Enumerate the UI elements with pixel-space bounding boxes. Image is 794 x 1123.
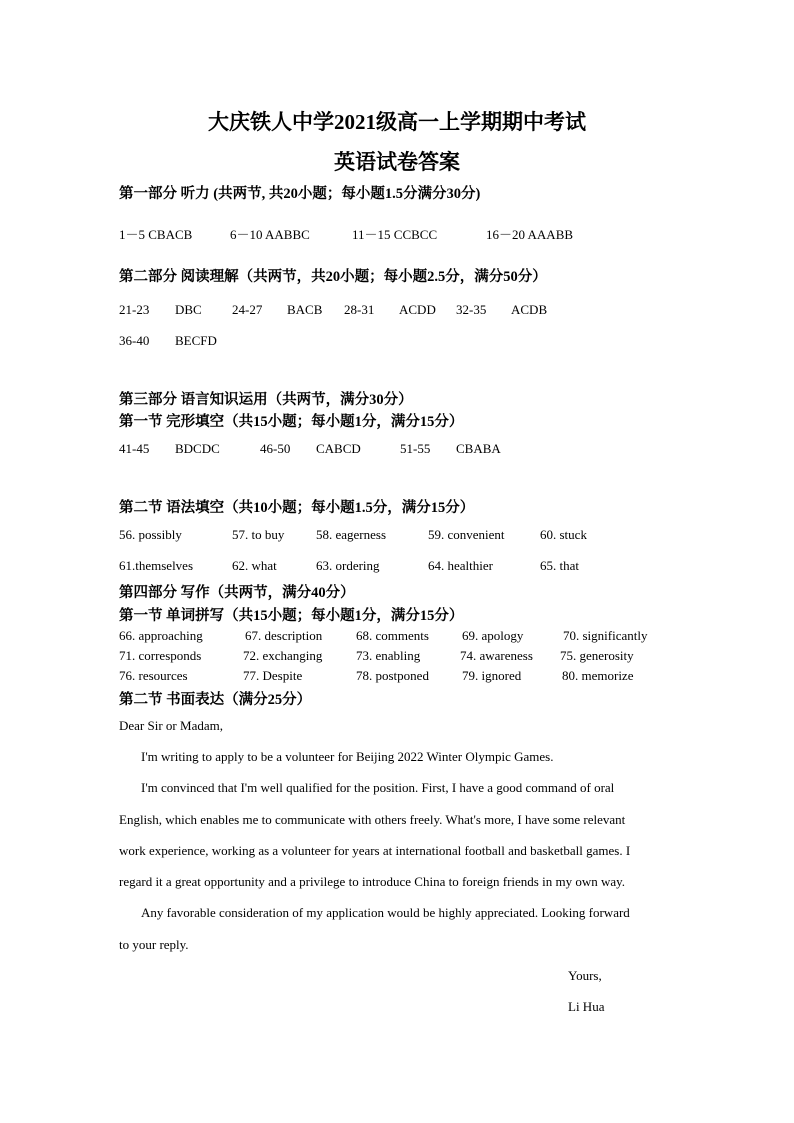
answer-11-15: 11－15 CCBCC xyxy=(352,227,438,242)
part4-heading: 第四部分 写作（共两节，满分40分） xyxy=(119,585,355,601)
part3-sec2-heading: 第二节 语法填空（共10小题；每小题1.5分，满分15分） xyxy=(119,500,475,516)
answer-73: 73. enabling xyxy=(356,648,421,663)
letter-line: Any favorable consideration of my application would be highly appreciated. Looking forward xyxy=(141,905,630,920)
answer-21-23: DBC xyxy=(175,302,202,317)
answer-32-35: ACDB xyxy=(511,302,548,317)
answer-64: 64. healthier xyxy=(428,558,493,573)
answer-62: 62. what xyxy=(232,558,277,573)
letter-closing: Yours, xyxy=(568,968,602,983)
answer-24-27: BACB xyxy=(287,302,323,317)
answer-65: 65. that xyxy=(540,558,579,573)
letter-line: I'm convinced that I'm well qualified for the position. First, I have a good command of oral xyxy=(141,780,615,795)
answer-36-40: BECFD xyxy=(175,333,217,348)
answer-60: 60. stuck xyxy=(540,527,587,542)
letter-line: English, which enables me to communicate with others freely. What's more, I have some relevant xyxy=(119,812,626,827)
part4-sec1-heading: 第一节 单词拼写（共15小题；每小题1分，满分15分） xyxy=(119,608,464,624)
answer-28-31: ACDD xyxy=(399,302,436,317)
answer-79: 79. ignored xyxy=(462,668,522,683)
answer-58: 58. eagerness xyxy=(316,527,387,542)
letter-signature: Li Hua xyxy=(568,999,605,1014)
range-36-40: 36-40 xyxy=(119,333,150,348)
answer-51-55: CBABA xyxy=(456,441,501,456)
answer-76: 76. resources xyxy=(119,668,188,683)
letter-line: work experience, working as a volunteer for years at international football and basketball games. I xyxy=(119,843,631,858)
answer-80: 80. memorize xyxy=(562,668,634,683)
answer-57: 57. to buy xyxy=(232,527,285,542)
answer-78: 78. postponed xyxy=(356,668,429,683)
range-46-50: 46-50 xyxy=(260,441,291,456)
answer-66: 66. approaching xyxy=(119,628,203,643)
letter-line: I'm writing to apply to be a volunteer for Beijing 2022 Winter Olympic Games. xyxy=(141,749,554,764)
range-28-31: 28-31 xyxy=(344,302,375,317)
answer-61: 61.themselves xyxy=(119,558,194,573)
letter-line: to your reply. xyxy=(119,937,189,952)
answer-75: 75. generosity xyxy=(560,648,634,663)
answer-46-50: CABCD xyxy=(316,441,361,456)
page-title: 大庆铁人中学2021级高一上学期期中考试 xyxy=(208,110,586,134)
answer-56: 56. possibly xyxy=(119,527,182,542)
answer-1-5: 1－5 CBACB xyxy=(119,227,193,242)
answer-77: 77. Despite xyxy=(243,668,303,683)
part2-heading: 第二部分 阅读理解（共两节，共20小题；每小题2.5分，满分50分） xyxy=(119,269,547,285)
answer-74: 74. awareness xyxy=(460,648,533,663)
range-21-23: 21-23 xyxy=(119,302,150,317)
range-41-45: 41-45 xyxy=(119,441,150,456)
answer-68: 68. comments xyxy=(356,628,429,643)
part3-heading: 第三部分 语言知识运用（共两节，满分30分） xyxy=(119,392,413,408)
range-24-27: 24-27 xyxy=(232,302,263,317)
part4-sec2-heading: 第二节 书面表达（满分25分） xyxy=(119,692,312,708)
answer-59: 59. convenient xyxy=(428,527,505,542)
letter-salutation: Dear Sir or Madam, xyxy=(119,718,223,733)
answer-67: 67. description xyxy=(245,628,323,643)
page-subtitle: 英语试卷答案 xyxy=(334,150,460,174)
answer-72: 72. exchanging xyxy=(243,648,323,663)
part1-heading: 第一部分 听力 (共两节, 共20小题；每小题1.5分满分30分) xyxy=(119,186,481,202)
answer-16-20: 16－20 AAABB xyxy=(486,227,574,242)
answer-6-10: 6－10 AABBC xyxy=(230,227,310,242)
answer-41-45: BDCDC xyxy=(175,441,220,456)
answer-71: 71. corresponds xyxy=(119,648,202,663)
letter-line: regard it a great opportunity and a privilege to introduce China to foreign friends in my own way. xyxy=(119,874,626,889)
answer-63: 63. ordering xyxy=(316,558,380,573)
range-51-55: 51-55 xyxy=(400,441,431,456)
answer-70: 70. significantly xyxy=(563,628,648,643)
answer-69: 69. apology xyxy=(462,628,524,643)
range-32-35: 32-35 xyxy=(456,302,487,317)
part3-sec1-heading: 第一节 完形填空（共15小题；每小题1分，满分15分） xyxy=(119,414,464,430)
